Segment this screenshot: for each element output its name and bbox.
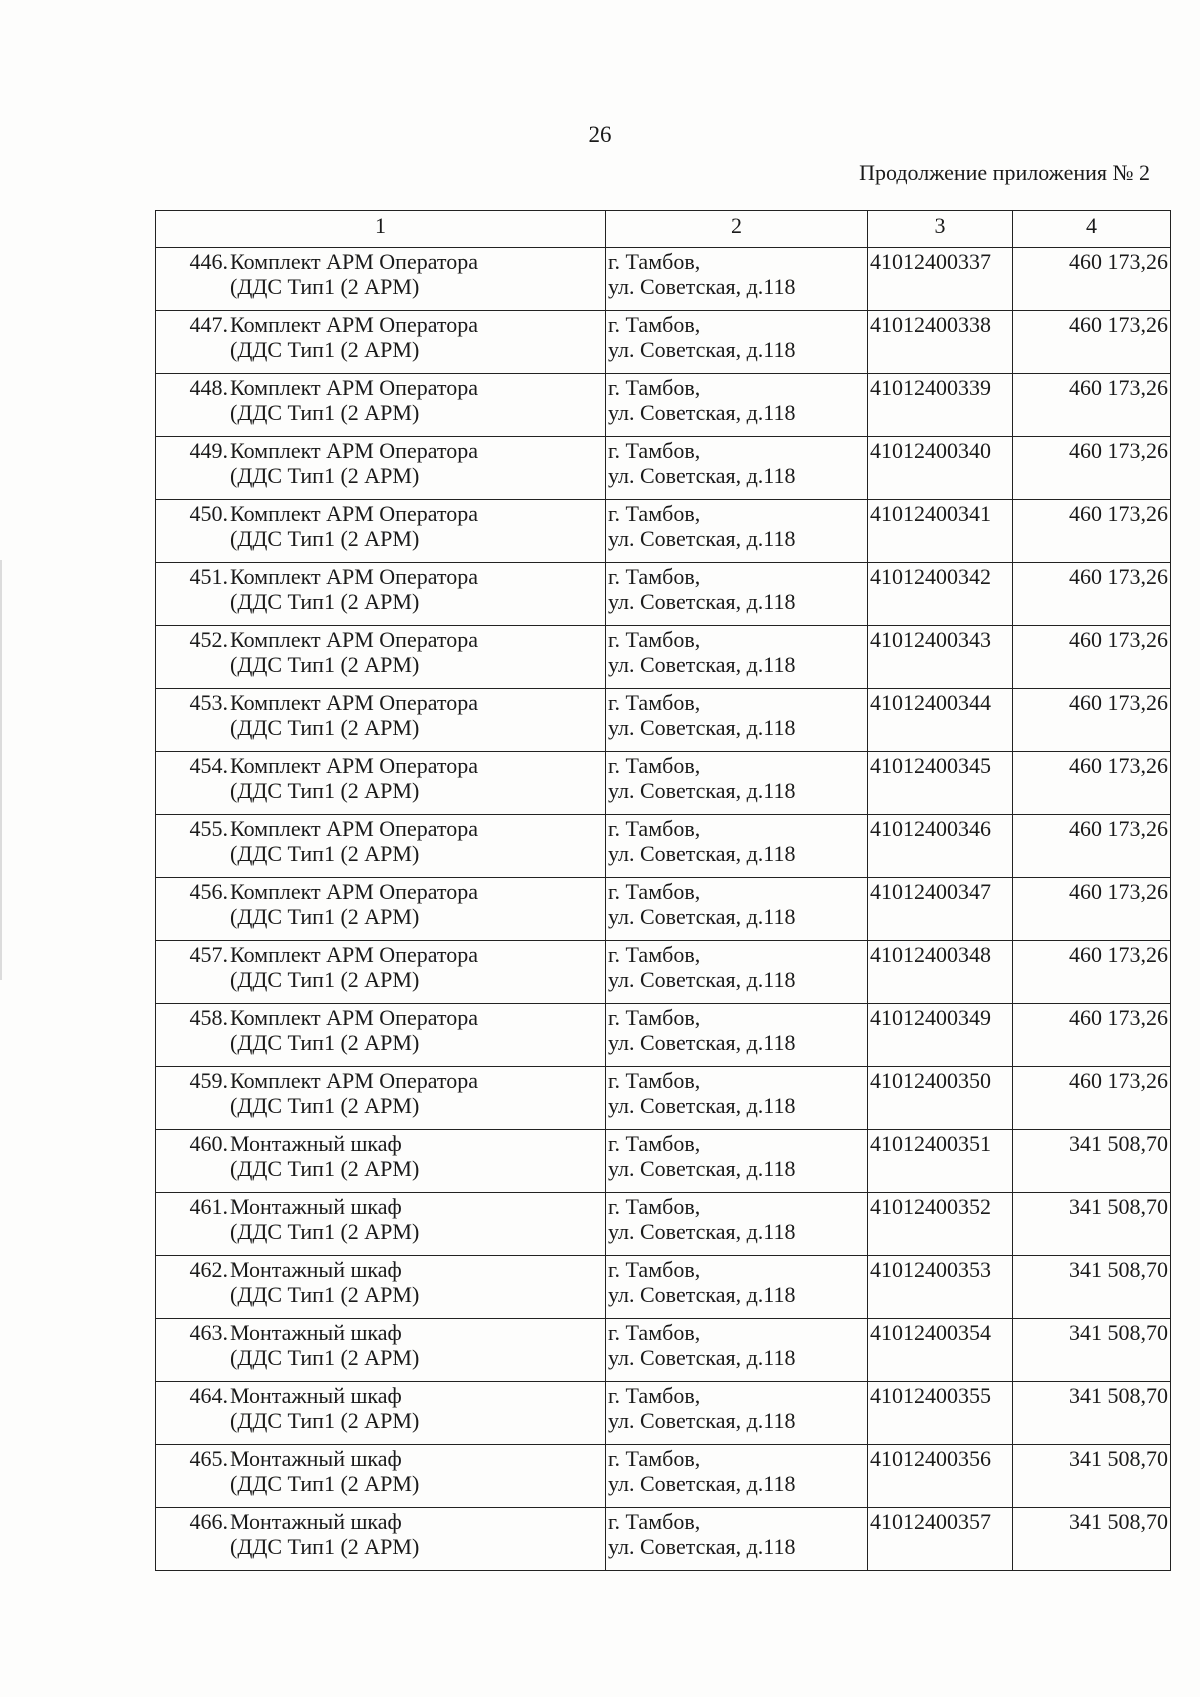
- item-number: 452.: [189, 627, 228, 652]
- address-cell: [606, 1004, 868, 1067]
- item-type: (ДДС Тип1 (2 АРМ): [230, 1156, 420, 1181]
- item-type: (ДДС Тип1 (2 АРМ): [230, 337, 420, 362]
- table-row: [156, 1004, 1171, 1067]
- item-number: 463.: [189, 1320, 228, 1345]
- address-street: ул. Советская, д.118: [608, 715, 796, 740]
- item-name: Комплект АРМ Оператора: [230, 690, 479, 715]
- item-type: (ДДС Тип1 (2 АРМ): [230, 715, 420, 740]
- item-number: 450.: [189, 501, 228, 526]
- address-street: ул. Советская, д.118: [608, 463, 796, 488]
- address-city: г. Тамбов,: [608, 501, 701, 526]
- table-row: [156, 1508, 1171, 1571]
- column-header-2: 2: [606, 211, 868, 248]
- table-row: [156, 1067, 1171, 1130]
- item-type: (ДДС Тип1 (2 АРМ): [230, 589, 420, 614]
- inventory-number-cell: 41012400351: [868, 1130, 1013, 1193]
- item-name: Комплект АРМ Оператора: [230, 627, 479, 652]
- value-cell: 341 508,70: [1013, 1130, 1171, 1193]
- table-header-row: [156, 211, 1171, 248]
- item-name: Комплект АРМ Оператора: [230, 312, 479, 337]
- inventory-number-cell: 41012400345: [868, 752, 1013, 815]
- address-street: ул. Советская, д.118: [608, 1093, 796, 1118]
- item-number: 446.: [189, 249, 228, 274]
- inventory-number-cell: 41012400348: [868, 941, 1013, 1004]
- item-type: (ДДС Тип1 (2 АРМ): [230, 1219, 420, 1244]
- table-row: [156, 1445, 1171, 1508]
- address-cell: [606, 1382, 868, 1445]
- address-city: г. Тамбов,: [608, 1131, 701, 1156]
- column-header-1: 1: [156, 211, 606, 248]
- address-street: ул. Советская, д.118: [608, 1219, 796, 1244]
- item-number: 447.: [189, 312, 228, 337]
- item-name-cell: [156, 1319, 606, 1382]
- item-name-cell: [156, 1508, 606, 1571]
- appendix-note: Продолжение приложения № 2: [859, 160, 1150, 185]
- value-cell: 460 173,26: [1013, 941, 1171, 1004]
- item-name-cell: [156, 1256, 606, 1319]
- address-street: ул. Советская, д.118: [608, 400, 796, 425]
- value-cell: 341 508,70: [1013, 1508, 1171, 1571]
- address-cell: [606, 500, 868, 563]
- item-number: 453.: [189, 690, 228, 715]
- address-street: ул. Советская, д.118: [608, 589, 796, 614]
- inventory-number-cell: 41012400349: [868, 1004, 1013, 1067]
- value-cell: 341 508,70: [1013, 1319, 1171, 1382]
- address-city: г. Тамбов,: [608, 312, 701, 337]
- address-street: ул. Советская, д.118: [608, 526, 796, 551]
- address-cell: [606, 248, 868, 311]
- item-name-cell: [156, 1067, 606, 1130]
- address-street: ул. Советская, д.118: [608, 967, 796, 992]
- address-cell: [606, 1508, 868, 1571]
- address-street: ул. Советская, д.118: [608, 337, 796, 362]
- item-name-cell: [156, 878, 606, 941]
- item-name-cell: [156, 1130, 606, 1193]
- address-cell: [606, 626, 868, 689]
- address-city: г. Тамбов,: [608, 879, 701, 904]
- item-number: 461.: [189, 1194, 228, 1219]
- table-row: [156, 941, 1171, 1004]
- item-name: Комплект АРМ Оператора: [230, 1005, 479, 1030]
- address-street: ул. Советская, д.118: [608, 1030, 796, 1055]
- property-table: [155, 210, 1171, 1571]
- item-name-cell: [156, 941, 606, 1004]
- table-row: [156, 1256, 1171, 1319]
- address-city: г. Тамбов,: [608, 564, 701, 589]
- address-street: ул. Советская, д.118: [608, 904, 796, 929]
- item-name-cell: [156, 1193, 606, 1256]
- item-name: Комплект АРМ Оператора: [230, 501, 479, 526]
- address-cell: [606, 1193, 868, 1256]
- value-cell: 460 173,26: [1013, 248, 1171, 311]
- inventory-number-cell: 41012400337: [868, 248, 1013, 311]
- inventory-number-cell: 41012400357: [868, 1508, 1013, 1571]
- item-name: Монтажный шкаф: [230, 1194, 402, 1219]
- address-cell: [606, 1130, 868, 1193]
- item-name-cell: [156, 1382, 606, 1445]
- inventory-number-cell: 41012400342: [868, 563, 1013, 626]
- address-city: г. Тамбов,: [608, 1068, 701, 1093]
- table-row: [156, 1319, 1171, 1382]
- address-city: г. Тамбов,: [608, 375, 701, 400]
- address-cell: [606, 311, 868, 374]
- item-number: 449.: [189, 438, 228, 463]
- item-name-cell: [156, 500, 606, 563]
- item-name: Комплект АРМ Оператора: [230, 816, 479, 841]
- address-cell: [606, 1445, 868, 1508]
- value-cell: 460 173,26: [1013, 878, 1171, 941]
- address-city: г. Тамбов,: [608, 1320, 701, 1345]
- item-name: Монтажный шкаф: [230, 1257, 402, 1282]
- scan-edge-mark: [0, 560, 2, 980]
- inventory-number-cell: 41012400352: [868, 1193, 1013, 1256]
- item-name: Монтажный шкаф: [230, 1131, 402, 1156]
- item-name: Комплект АРМ Оператора: [230, 942, 479, 967]
- item-name-cell: [156, 437, 606, 500]
- table-row: [156, 311, 1171, 374]
- address-cell: [606, 563, 868, 626]
- address-city: г. Тамбов,: [608, 942, 701, 967]
- address-street: ул. Советская, д.118: [608, 1534, 796, 1559]
- value-cell: 460 173,26: [1013, 815, 1171, 878]
- item-number: 458.: [189, 1005, 228, 1030]
- item-type: (ДДС Тип1 (2 АРМ): [230, 1471, 420, 1496]
- value-cell: 460 173,26: [1013, 752, 1171, 815]
- item-type: (ДДС Тип1 (2 АРМ): [230, 652, 420, 677]
- item-name-cell: [156, 563, 606, 626]
- address-city: г. Тамбов,: [608, 1257, 701, 1282]
- value-cell: 341 508,70: [1013, 1256, 1171, 1319]
- address-street: ул. Советская, д.118: [608, 1282, 796, 1307]
- item-number: 462.: [189, 1257, 228, 1282]
- item-name: Комплект АРМ Оператора: [230, 249, 479, 274]
- item-name-cell: [156, 689, 606, 752]
- item-name: Комплект АРМ Оператора: [230, 753, 479, 778]
- item-name: Комплект АРМ Оператора: [230, 375, 479, 400]
- item-name: Комплект АРМ Оператора: [230, 1068, 479, 1093]
- value-cell: 341 508,70: [1013, 1193, 1171, 1256]
- address-cell: [606, 752, 868, 815]
- item-type: (ДДС Тип1 (2 АРМ): [230, 967, 420, 992]
- item-type: (ДДС Тип1 (2 АРМ): [230, 526, 420, 551]
- value-cell: 460 173,26: [1013, 1004, 1171, 1067]
- item-number: 456.: [189, 879, 228, 904]
- table-row: [156, 1382, 1171, 1445]
- value-cell: 460 173,26: [1013, 563, 1171, 626]
- inventory-number-cell: 41012400338: [868, 311, 1013, 374]
- item-name: Монтажный шкаф: [230, 1509, 402, 1534]
- item-name-cell: [156, 374, 606, 437]
- item-name-cell: [156, 815, 606, 878]
- address-city: г. Тамбов,: [608, 1005, 701, 1030]
- table-row: [156, 1130, 1171, 1193]
- item-name: Комплект АРМ Оператора: [230, 564, 479, 589]
- value-cell: 341 508,70: [1013, 1382, 1171, 1445]
- inventory-number-cell: 41012400339: [868, 374, 1013, 437]
- inventory-number-cell: 41012400356: [868, 1445, 1013, 1508]
- table-row: [156, 626, 1171, 689]
- value-cell: 341 508,70: [1013, 1445, 1171, 1508]
- inventory-number-cell: 41012400346: [868, 815, 1013, 878]
- item-number: 459.: [189, 1068, 228, 1093]
- column-header-4: 4: [1013, 211, 1171, 248]
- address-street: ул. Советская, д.118: [608, 1471, 796, 1496]
- address-street: ул. Советская, д.118: [608, 1345, 796, 1370]
- item-number: 448.: [189, 375, 228, 400]
- address-cell: [606, 878, 868, 941]
- inventory-number-cell: 41012400355: [868, 1382, 1013, 1445]
- address-city: г. Тамбов,: [608, 1509, 701, 1534]
- inventory-number-cell: 41012400354: [868, 1319, 1013, 1382]
- value-cell: 460 173,26: [1013, 689, 1171, 752]
- item-number: 457.: [189, 942, 228, 967]
- value-cell: 460 173,26: [1013, 1067, 1171, 1130]
- address-cell: [606, 1256, 868, 1319]
- value-cell: 460 173,26: [1013, 437, 1171, 500]
- address-city: г. Тамбов,: [608, 438, 701, 463]
- table-row: [156, 815, 1171, 878]
- value-cell: 460 173,26: [1013, 374, 1171, 437]
- inventory-number-cell: 41012400347: [868, 878, 1013, 941]
- item-name: Комплект АРМ Оператора: [230, 879, 479, 904]
- item-name-cell: [156, 752, 606, 815]
- address-street: ул. Советская, д.118: [608, 274, 796, 299]
- value-cell: 460 173,26: [1013, 626, 1171, 689]
- address-cell: [606, 374, 868, 437]
- address-street: ул. Советская, д.118: [608, 778, 796, 803]
- address-city: г. Тамбов,: [608, 1446, 701, 1471]
- table-row: [156, 752, 1171, 815]
- item-name-cell: [156, 248, 606, 311]
- table-row: [156, 1193, 1171, 1256]
- table-body: [156, 248, 1171, 1571]
- inventory-number-cell: 41012400343: [868, 626, 1013, 689]
- value-cell: 460 173,26: [1013, 500, 1171, 563]
- inventory-number-cell: 41012400341: [868, 500, 1013, 563]
- address-cell: [606, 941, 868, 1004]
- address-cell: [606, 437, 868, 500]
- item-type: (ДДС Тип1 (2 АРМ): [230, 1345, 420, 1370]
- item-number: 465.: [189, 1446, 228, 1471]
- inventory-number-cell: 41012400350: [868, 1067, 1013, 1130]
- item-number: 466.: [189, 1509, 228, 1534]
- item-type: (ДДС Тип1 (2 АРМ): [230, 1282, 420, 1307]
- table-row: [156, 878, 1171, 941]
- address-cell: [606, 815, 868, 878]
- address-city: г. Тамбов,: [608, 753, 701, 778]
- item-number: 455.: [189, 816, 228, 841]
- table-row: [156, 689, 1171, 752]
- page-number: 26: [588, 122, 612, 147]
- item-type: (ДДС Тип1 (2 АРМ): [230, 1534, 420, 1559]
- item-type: (ДДС Тип1 (2 АРМ): [230, 1093, 420, 1118]
- address-city: г. Тамбов,: [608, 1194, 701, 1219]
- address-street: ул. Советская, д.118: [608, 841, 796, 866]
- table-row: [156, 563, 1171, 626]
- address-cell: [606, 1067, 868, 1130]
- column-header-3: 3: [868, 211, 1013, 248]
- item-type: (ДДС Тип1 (2 АРМ): [230, 274, 420, 299]
- item-type: (ДДС Тип1 (2 АРМ): [230, 1408, 420, 1433]
- item-name: Монтажный шкаф: [230, 1383, 402, 1408]
- item-type: (ДДС Тип1 (2 АРМ): [230, 400, 420, 425]
- item-name-cell: [156, 626, 606, 689]
- table-row: [156, 500, 1171, 563]
- address-city: г. Тамбов,: [608, 816, 701, 841]
- item-type: (ДДС Тип1 (2 АРМ): [230, 841, 420, 866]
- address-cell: [606, 1319, 868, 1382]
- item-type: (ДДС Тип1 (2 АРМ): [230, 1030, 420, 1055]
- item-number: 451.: [189, 564, 228, 589]
- item-name-cell: [156, 1004, 606, 1067]
- item-type: (ДДС Тип1 (2 АРМ): [230, 778, 420, 803]
- item-name: Монтажный шкаф: [230, 1320, 402, 1345]
- item-name-cell: [156, 311, 606, 374]
- item-number: 464.: [189, 1383, 228, 1408]
- item-name-cell: [156, 1445, 606, 1508]
- table-row: [156, 437, 1171, 500]
- address-street: ул. Советская, д.118: [608, 652, 796, 677]
- item-number: 454.: [189, 753, 228, 778]
- address-street: ул. Советская, д.118: [608, 1408, 796, 1433]
- address-city: г. Тамбов,: [608, 690, 701, 715]
- address-city: г. Тамбов,: [608, 1383, 701, 1408]
- inventory-number-cell: 41012400340: [868, 437, 1013, 500]
- table-row: [156, 248, 1171, 311]
- address-cell: [606, 689, 868, 752]
- item-name: Комплект АРМ Оператора: [230, 438, 479, 463]
- address-city: г. Тамбов,: [608, 627, 701, 652]
- item-type: (ДДС Тип1 (2 АРМ): [230, 904, 420, 929]
- item-name: Монтажный шкаф: [230, 1446, 402, 1471]
- address-street: ул. Советская, д.118: [608, 1156, 796, 1181]
- table-row: [156, 374, 1171, 437]
- address-city: г. Тамбов,: [608, 249, 701, 274]
- inventory-number-cell: 41012400344: [868, 689, 1013, 752]
- item-number: 460.: [189, 1131, 228, 1156]
- value-cell: 460 173,26: [1013, 311, 1171, 374]
- item-type: (ДДС Тип1 (2 АРМ): [230, 463, 420, 488]
- inventory-number-cell: 41012400353: [868, 1256, 1013, 1319]
